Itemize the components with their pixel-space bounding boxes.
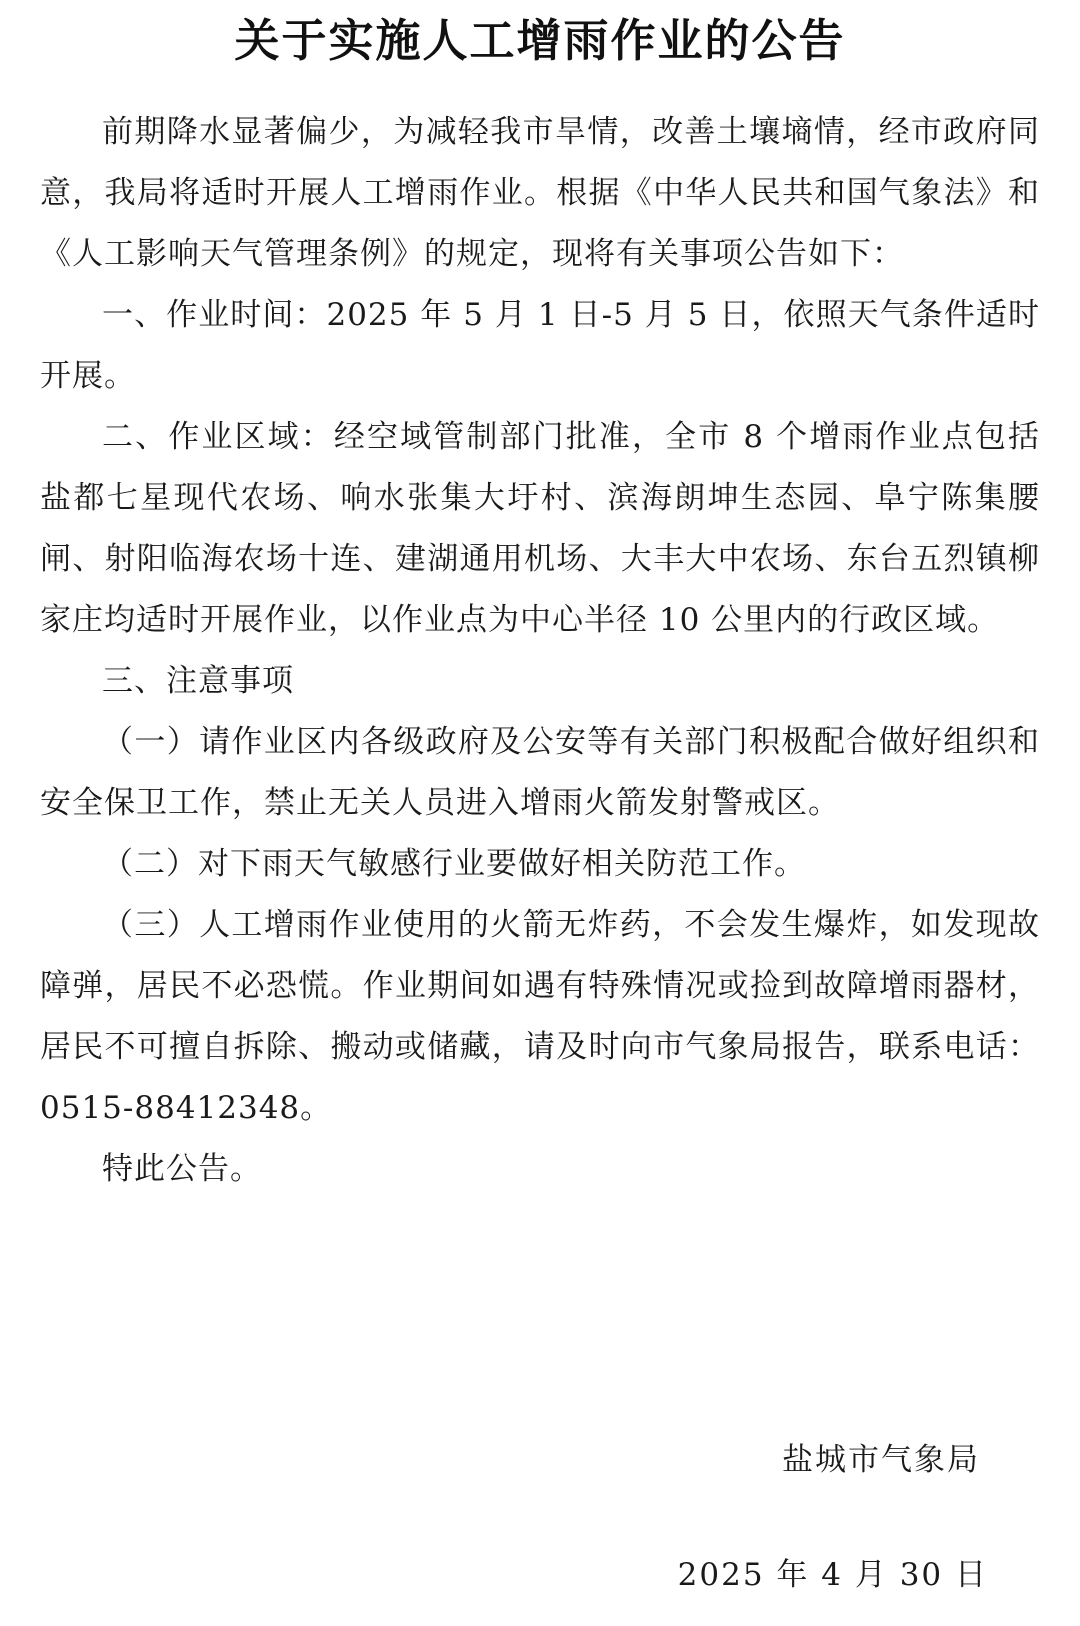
paragraph-notes-heading: 三、注意事项 — [102, 663, 294, 699]
issuer-signature: 盐城市气象局 — [782, 1442, 980, 1478]
paragraph-closing: 特此公告。 — [102, 1151, 262, 1187]
paragraph-note-2: （二）对下雨天气敏感行业要做好相关防范工作。 — [102, 846, 806, 882]
paragraph-note-3: （三）人工增雨作业使用的火箭无炸药，不会发生爆炸，如发现故障弹，居民不必恐慌。作业期间如遇有特殊情况或捡到故障增雨器材，居民不可擅自拆除、搬动或储藏，请及时向市气象局报告，联系电话：0515-88412348。 — [40, 907, 1040, 1126]
document-title: 关于实施人工增雨作业的公告 — [234, 14, 846, 67]
paragraph-operation-area: 二、作业区域：经空域管制部门批准，全市 8 个增雨作业点包括盐都七星现代农场、响水张集大圩村、滨海朗坤生态园、阜宁陈集腰闸、射阳临海农场十连、建湖通用机场、大丰大中农场、东台五烈镇柳家庄均适时开展作业，以作业点为中心半径 10 公里内的行政区域。 — [40, 419, 1040, 638]
document-body — [40, 102, 1040, 1200]
paragraph-intro: 前期降水显著偏少，为减轻我市旱情，改善土壤墒情，经市政府同意，我局将适时开展人工增雨作业。根据《中华人民共和国气象法》和《人工影响天气管理条例》的规定，现将有关事项公告如下： — [40, 114, 1040, 272]
issue-date: 2025 年 4 月 30 日 — [677, 1557, 988, 1593]
paragraph-operation-time: 一、作业时间：2025 年 5 月 1 日-5 月 5 日，依照天气条件适时开展。 — [40, 297, 1040, 394]
paragraph-note-1: （一）请作业区内各级政府及公安等有关部门积极配合做好组织和安全保卫工作，禁止无关人员进入增雨火箭发射警戒区。 — [40, 724, 1040, 821]
